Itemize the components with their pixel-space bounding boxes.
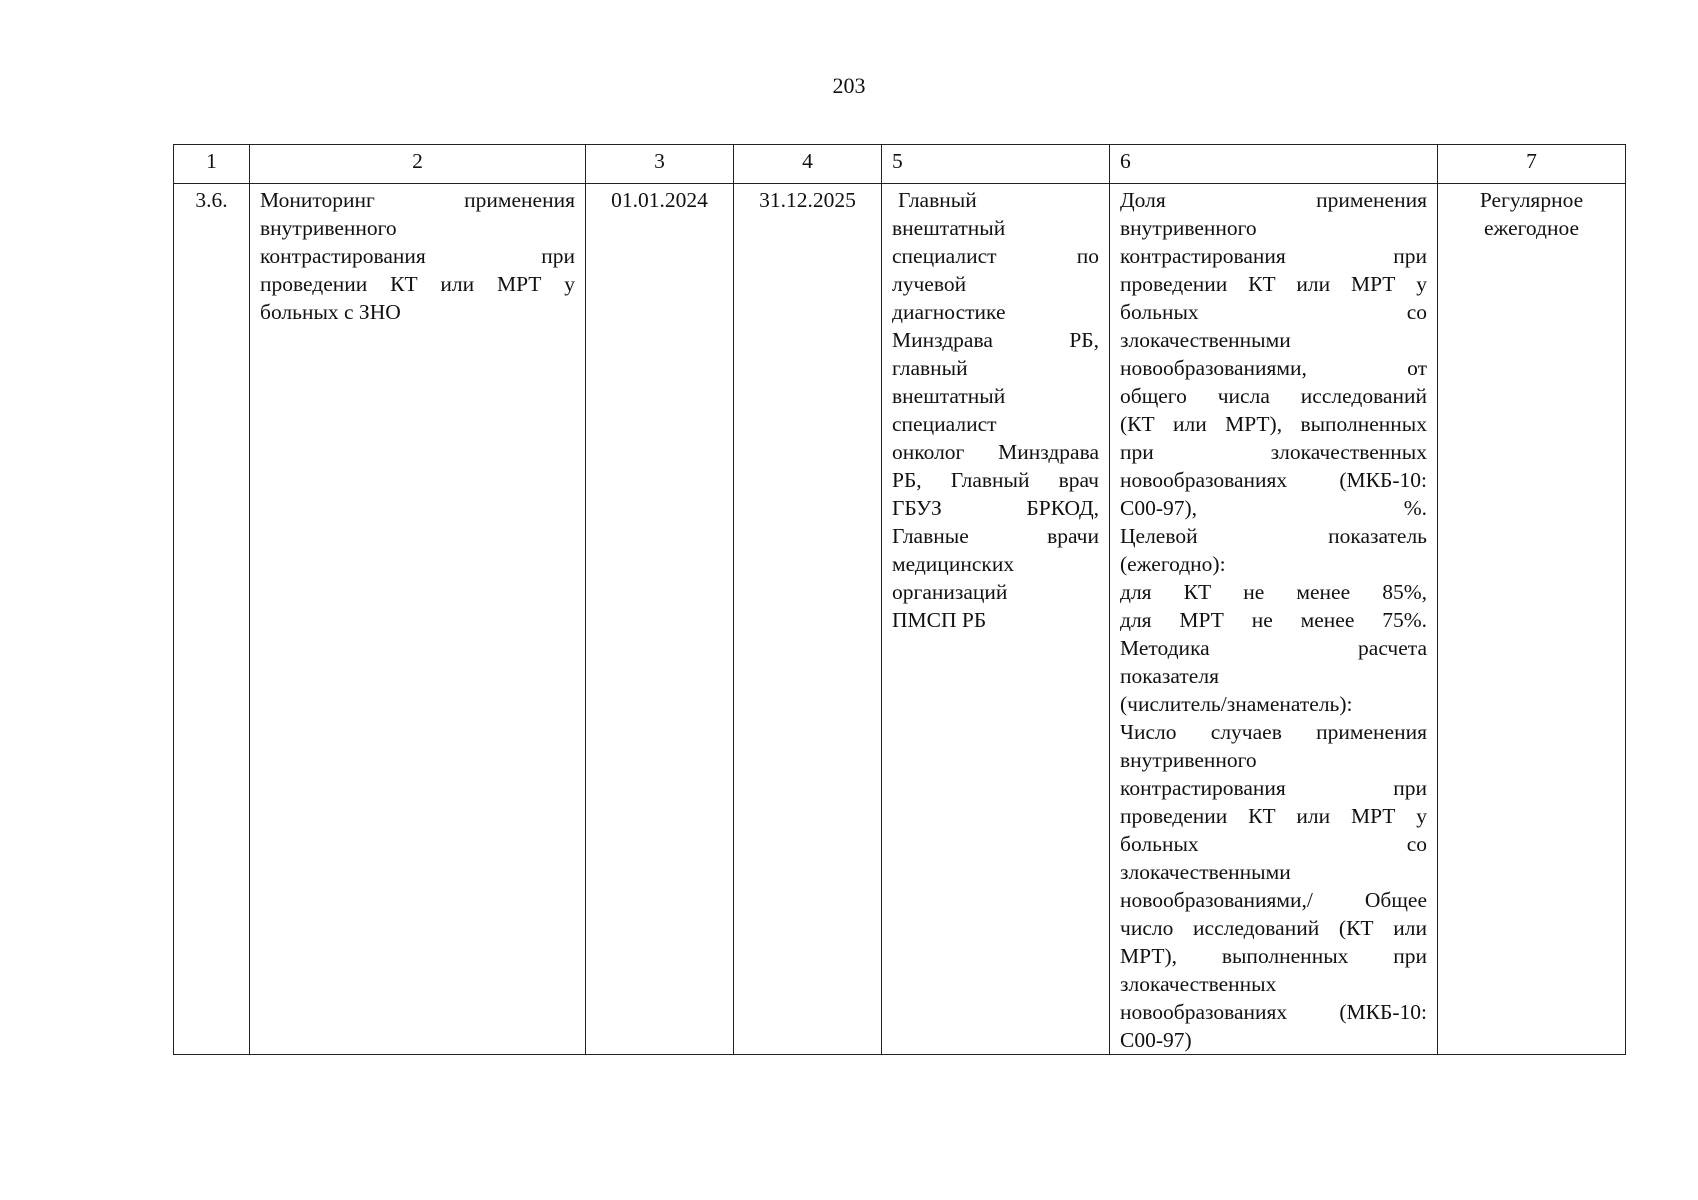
cell-text-line: при злокачественных (1120, 440, 1427, 464)
cell-text-line: организаций (892, 580, 1008, 604)
cell-text-line: новообразованиями,/ Общее (1120, 888, 1427, 912)
responsible-cell (882, 184, 1110, 1055)
cell-text-line: Доля применения (1120, 188, 1427, 212)
start-date-cell: 01.01.2024 (586, 184, 734, 1055)
header-col-1: 1 (174, 145, 250, 184)
end-date-cell: 31.12.2025 (734, 184, 882, 1055)
cell-text-line: для КТ не менее 85%, (1120, 580, 1427, 604)
cell-text-line: новообразованиях (МКБ-10: (1120, 468, 1427, 492)
cell-text-line: внутривенного (260, 216, 397, 240)
cell-text-line: Минздрава РБ, (892, 328, 1099, 352)
cell-text-line: контрастирования при (1120, 244, 1427, 268)
cell-text-line: ПМСП РБ (892, 608, 987, 632)
cell-text-line: больных со (1120, 300, 1427, 324)
cell-text-line: С00-97) (1120, 1028, 1192, 1052)
cell-text-line: Целевой показатель (1120, 524, 1427, 548)
cell-text-line: С00-97), %. (1120, 496, 1427, 520)
cell-text-line: контрастирования при (260, 244, 575, 268)
cell-text-line: онколог Минздрава (892, 440, 1099, 464)
cell-text-line: внутривенного (1120, 216, 1257, 240)
cell-text-line: ГБУЗ БРКОД, (892, 496, 1099, 520)
cell-text-line: специалист (892, 412, 997, 436)
periodicity-cell (1438, 184, 1626, 1055)
description-cell (250, 184, 586, 1055)
cell-text-line: для МРТ не менее 75%. (1120, 608, 1427, 632)
indicator-cell (1110, 184, 1438, 1055)
cell-text-line: больных со (1120, 832, 1427, 856)
cell-text-line: контрастирования при (1120, 776, 1427, 800)
cell-text-line: злокачественными (1120, 328, 1291, 352)
cell-text-line: Регулярное (1479, 188, 1584, 212)
cell-text-line: МРТ), выполненных при (1120, 944, 1427, 968)
header-col-3: 3 (586, 145, 734, 184)
cell-text-line: Мониторинг применения (260, 188, 575, 212)
header-col-4: 4 (734, 145, 882, 184)
cell-text-line: внештатный (892, 216, 1006, 240)
cell-text-line: Главные врачи (892, 524, 1099, 548)
cell-text-line: злокачественных (1120, 972, 1277, 996)
table-row (174, 184, 1626, 1055)
table-header-row (174, 145, 1626, 184)
cell-text-line: (ежегодно): (1120, 552, 1226, 576)
cell-text-line: Методика расчета (1120, 636, 1427, 660)
cell-text-line: злокачественными (1120, 860, 1291, 884)
cell-text-line: лучевой (892, 272, 967, 296)
cell-text-line: ежегодное (1483, 216, 1580, 240)
cell-text-line: Главный (898, 188, 977, 212)
cell-text-line: общего числа исследований (1120, 384, 1427, 408)
page-number: 203 (832, 73, 866, 98)
header-col-7: 7 (1438, 145, 1626, 184)
plan-table (173, 144, 1626, 1055)
cell-text-line: новообразованиях (МКБ-10: (1120, 1000, 1427, 1024)
cell-text-line: специалист по (892, 244, 1099, 268)
cell-text-line: Число случаев применения (1120, 720, 1427, 744)
cell-text-line: больных с ЗНО (260, 300, 401, 324)
cell-text-line: (КТ или МРТ), выполненных (1120, 412, 1427, 436)
header-col-2: 2 (250, 145, 586, 184)
header-col-6: 6 (1110, 145, 1438, 184)
cell-text-line: проведении КТ или МРТ у (1120, 272, 1427, 296)
cell-text-line: показателя (1120, 664, 1219, 688)
cell-text-line: медицинских (892, 552, 1015, 576)
cell-text-line: проведении КТ или МРТ у (1120, 804, 1427, 828)
cell-text-line: диагностике (892, 300, 1006, 324)
row-number-cell: 3.6. (174, 184, 250, 1055)
cell-text-line: внештатный (892, 384, 1006, 408)
cell-text-line: проведении КТ или МРТ у (260, 272, 575, 296)
cell-text-line: новообразованиями, от (1120, 356, 1427, 380)
cell-text-line: внутривенного (1120, 748, 1257, 772)
cell-text-line: РБ, Главный врач (892, 468, 1099, 492)
cell-text-line: (числитель/знаменатель): (1120, 692, 1353, 716)
cell-text-line: число исследований (КТ или (1120, 916, 1427, 940)
header-col-5: 5 (882, 145, 1110, 184)
cell-text-line: главный (892, 356, 968, 380)
